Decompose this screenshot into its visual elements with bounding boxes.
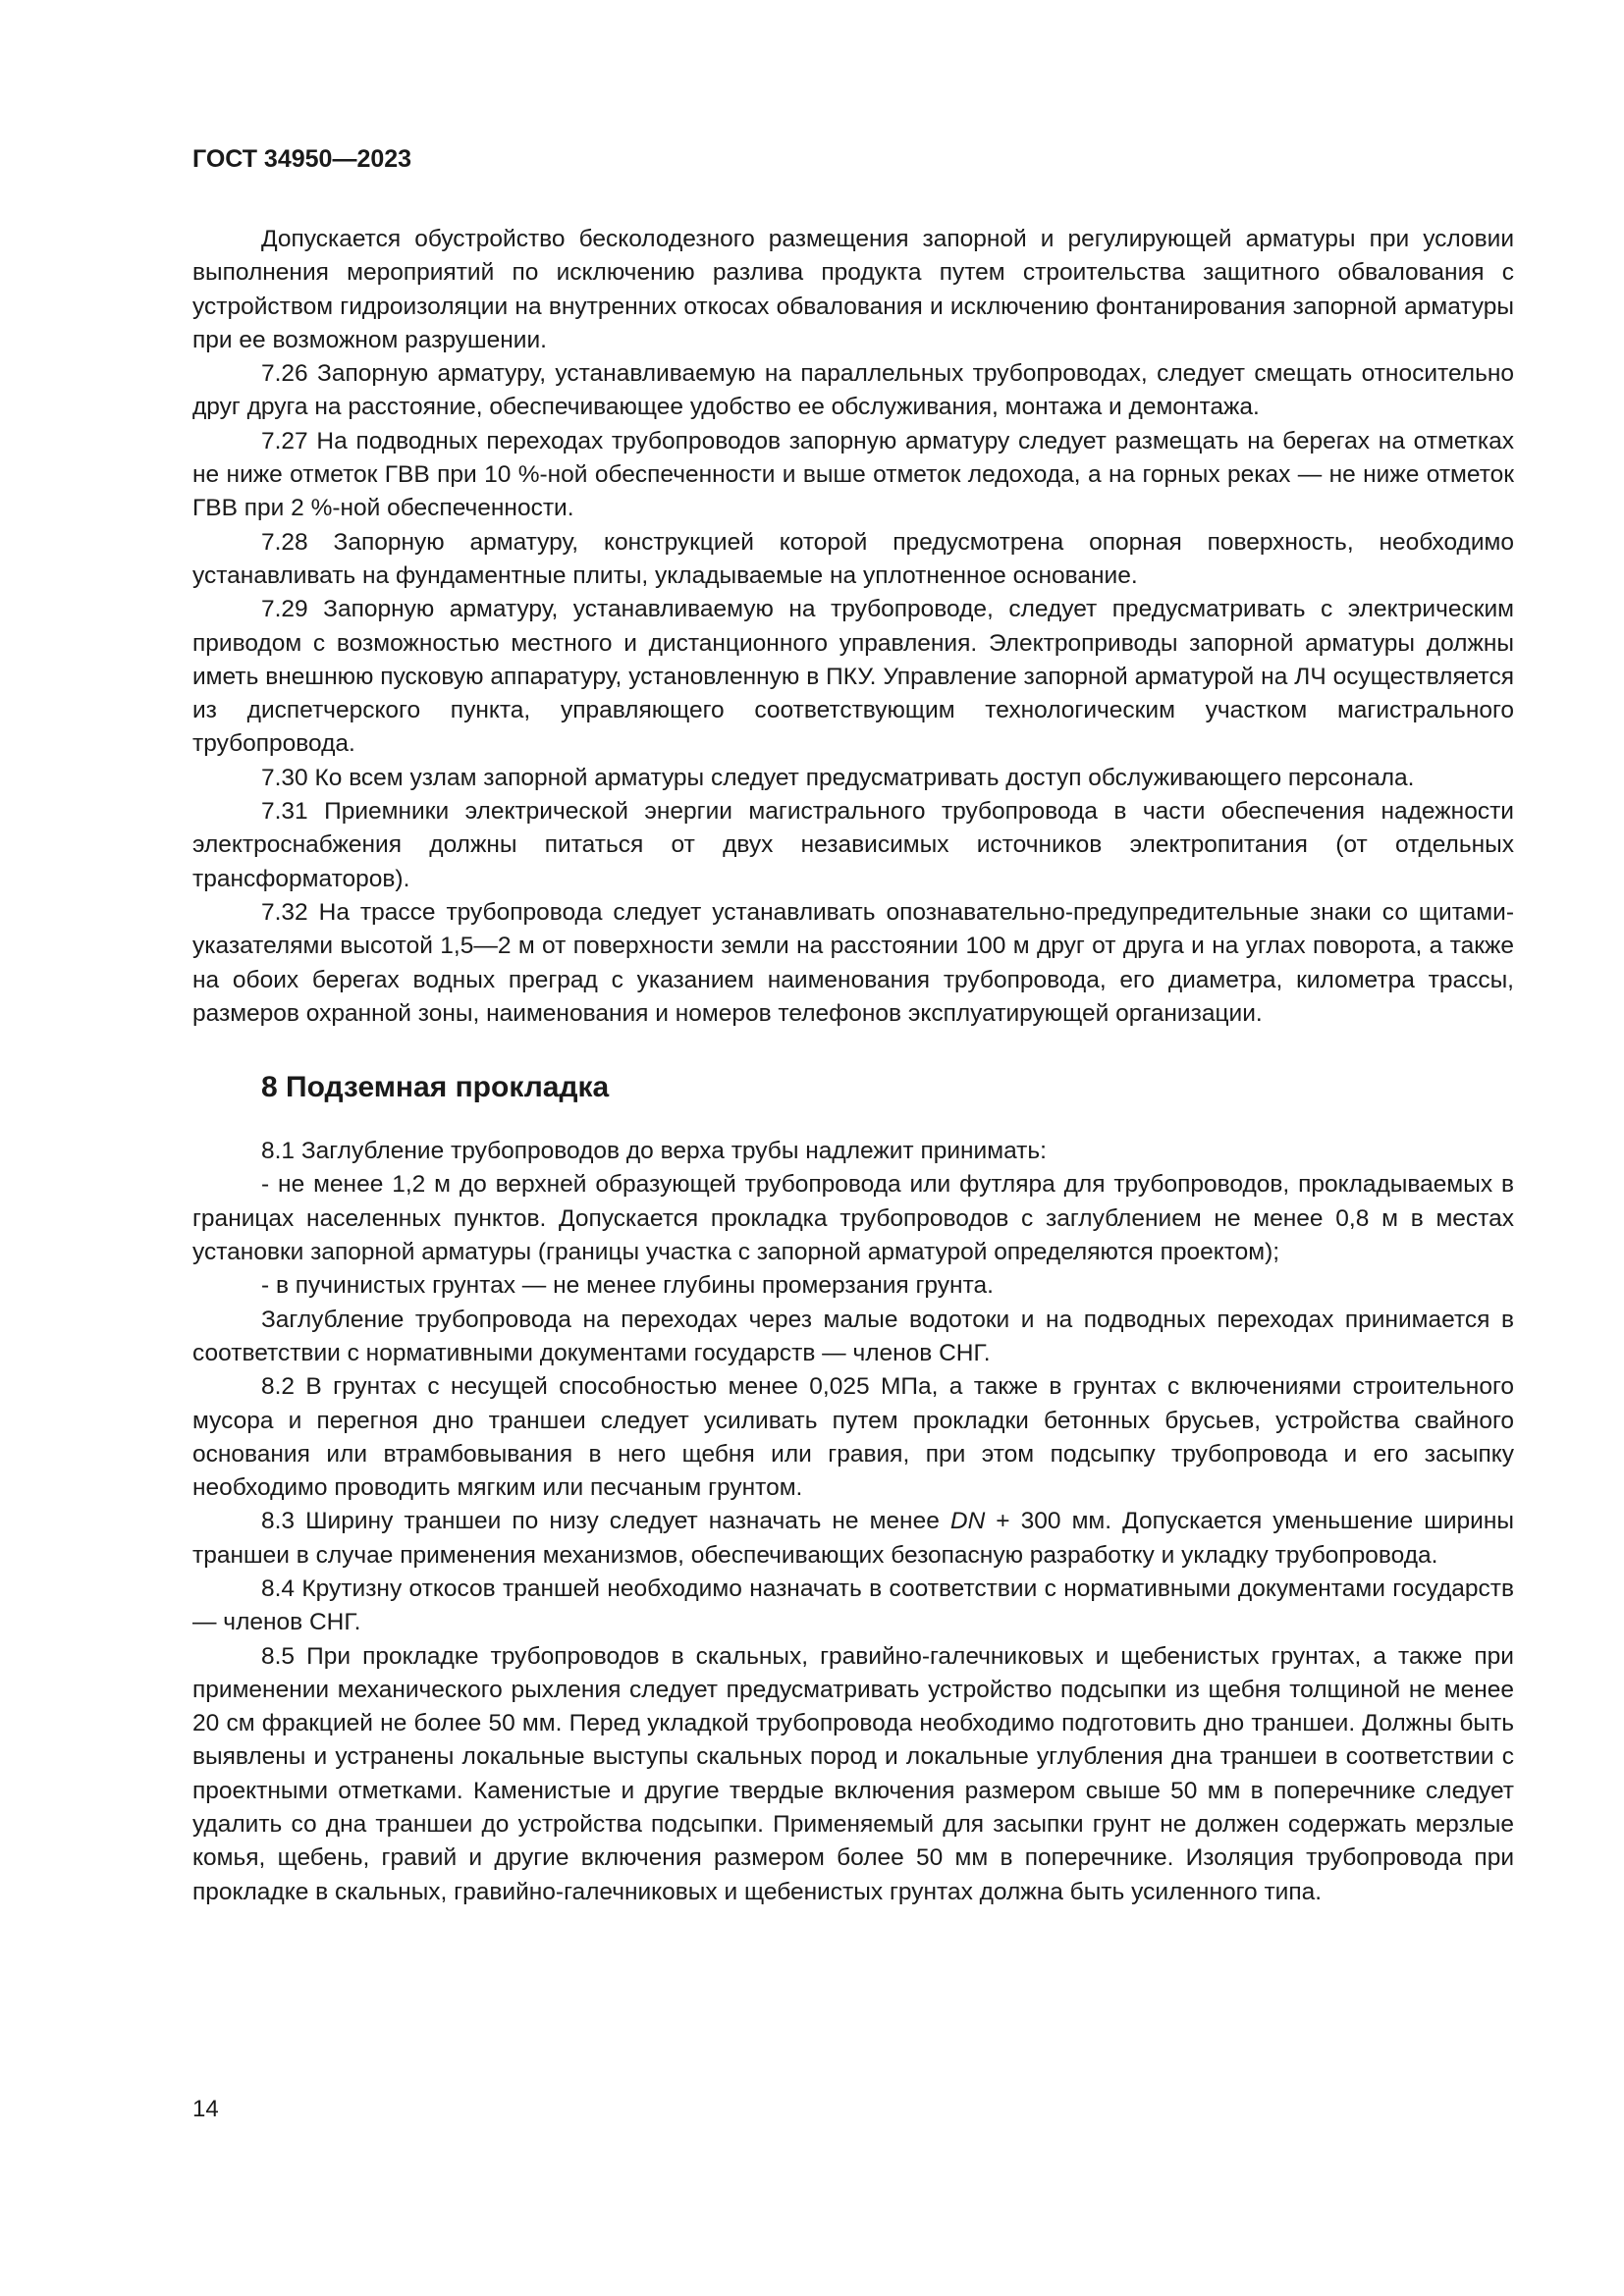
paragraph-8-3 <box>192 1505 1514 1573</box>
dn-symbol: DN <box>949 1508 986 1535</box>
paragraph-7-29: 7.29 Запорную арматуру, устанавливаемую на трубопроводе, следует предусматривать с электрическим приводом с возможностью местного и дистанционного управления. Электроприводы запорной арматуры должны иметь внешнюю пусковую аппаратуру, установленную в ПКУ. Управление запорной арматурой на ЛЧ осуществляется из диспетчерского пункта, управляющего соответствующим технологическим участком магистрального трубопровода. <box>192 596 1514 758</box>
paragraph-8-2: 8.2 В грунтах с несущей способностью менее 0,025 МПа, а также в грунтах с включениями строительного мусора и перегноя дно траншеи следует усиливать путем прокладки бетонных брусьев, устройства свайного основания или втрамбовывания в него щебня или гравия, при этом подсыпку трубопровода и его засыпку необходимо проводить мягким или песчаным грунтом. <box>192 1373 1514 1502</box>
paragraph-8-3-part-2: + 300 мм. Допускается уменьшение ширины траншеи в случае применения механизмов, обеспечивающих безопасную разработку и укладку трубопровода. <box>192 1508 1514 1569</box>
paragraph-8-3-part-1: 8.3 Ширину траншеи по низу следует назначать не менее <box>261 1508 950 1535</box>
paragraph-8-5: 8.5 При прокладке трубопроводов в скальных, гравийно-галечниковых и щебенистых грунтах, а также при применении механического рыхления следует предусматривать устройство подсыпки из щебня толщиной не менее 20 см фракцией не более 50 мм. Перед укладкой трубопровода необходимо подготовить дно траншеи. Должны быть выявлены и устранены локальные выступы скальных пород и локальные углубления дна траншеи в соответствии с проектными отметками. Каменистые и другие твердые включения размером свыше 50 мм в поперечнике следует удалить со дна траншеи до устройства подсыпки. Применяемый для засыпки грунт не должен содержать мерзлые комья, щебень, гравий и другие включения размером более 50 мм в поперечнике. Изоляция трубопровода при прокладке в скальных, гравийно-галечниковых и щебенистых грунтах должна быть усиленного типа. <box>192 1642 1514 1905</box>
section-8-title: 8 Подземная прокладка <box>261 1071 610 1104</box>
paragraph: Допускается обустройство бесколодезного размещения запорной и регулирующей арматуры при условии выполнения мероприятий по исключению разлива продукта путем строительства защитного обвалования с устройством гидроизоляции на внутренних откосах обвалования и исключению фонтанирования запорной арматуры при ее возможном разрушении. <box>192 226 1514 353</box>
document-code-header: ГОСТ 34950—2023 <box>192 145 412 173</box>
paragraph-7-30: 7.30 Ко всем узлам запорной арматуры следует предусматривать доступ обслуживающего персонала. <box>261 764 1415 791</box>
paragraph-8-1: 8.1 Заглубление трубопроводов до верха трубы надлежит принимать: <box>261 1138 1047 1165</box>
paragraph-7-28: 7.28 Запорную арматуру, конструкцией которой предусмотрена опорная поверхность, необходимо устанавливать на фундаментные плиты, укладываемые на уплотненное основание. <box>192 528 1514 589</box>
paragraph-7-32: 7.32 На трассе трубопровода следует устанавливать опознавательно-предупредительные знаки со щитами-указателями высотой 1,5—2 м от поверхности земли на расстоянии 100 м друг от друга и на углах поворота, а также на обоих берегах водных преград с указанием наименования трубопровода, его диаметра, километра трассы, размеров охранной зоны, наименования и номеров телефонов эксплуатирующей организации. <box>192 898 1514 1027</box>
list-item-depth-settlements: - не менее 1,2 м до верхней образующей трубопровода или футляра для трубопроводов, прокладываемых в границах населенных пунктов. Допускается прокладка трубопроводов с заглублением не менее 0,8 м в местах установки запорной арматуры (границы участка с запорной арматурой определяются проектом); <box>192 1171 1514 1266</box>
paragraph-7-27: 7.27 На подводных переходах трубопроводов запорную арматуру следует размещать на берегах на отметках не ниже отметок ГВВ при 10 %-ной обеспеченности и выше отметок ледохода, а на горных реках — не ниже отметок ГВВ при 2 %-ной обеспеченности. <box>192 427 1514 522</box>
page-number: 14 <box>192 2096 219 2122</box>
list-item-depth-heaving-soils: - в пучинистых грунтах — не менее глубины промерзания грунта. <box>261 1272 994 1300</box>
paragraph-8-1-note: Заглубление трубопровода на переходах через малые водотоки и на подводных переходах принимается в соответствии с нормативными документами государств — членов СНГ. <box>192 1306 1514 1366</box>
paragraph-7-26: 7.26 Запорную арматуру, устанавливаемую на параллельных трубопроводах, следует смещать относительно друг друга на расстояние, обеспечивающее удобство ее обслуживания, монтажа и демонтажа. <box>192 360 1514 421</box>
paragraph-8-4: 8.4 Крутизну откосов траншей необходимо назначать в соответствии с нормативными документами государств — членов СНГ. <box>192 1575 1514 1636</box>
body-text <box>192 223 1514 1909</box>
paragraph-7-31: 7.31 Приемники электрической энергии магистрального трубопровода в части обеспечения надежности электроснабжения должны питаться от двух независимых источников электропитания (от отдельных трансформаторов). <box>192 798 1514 892</box>
